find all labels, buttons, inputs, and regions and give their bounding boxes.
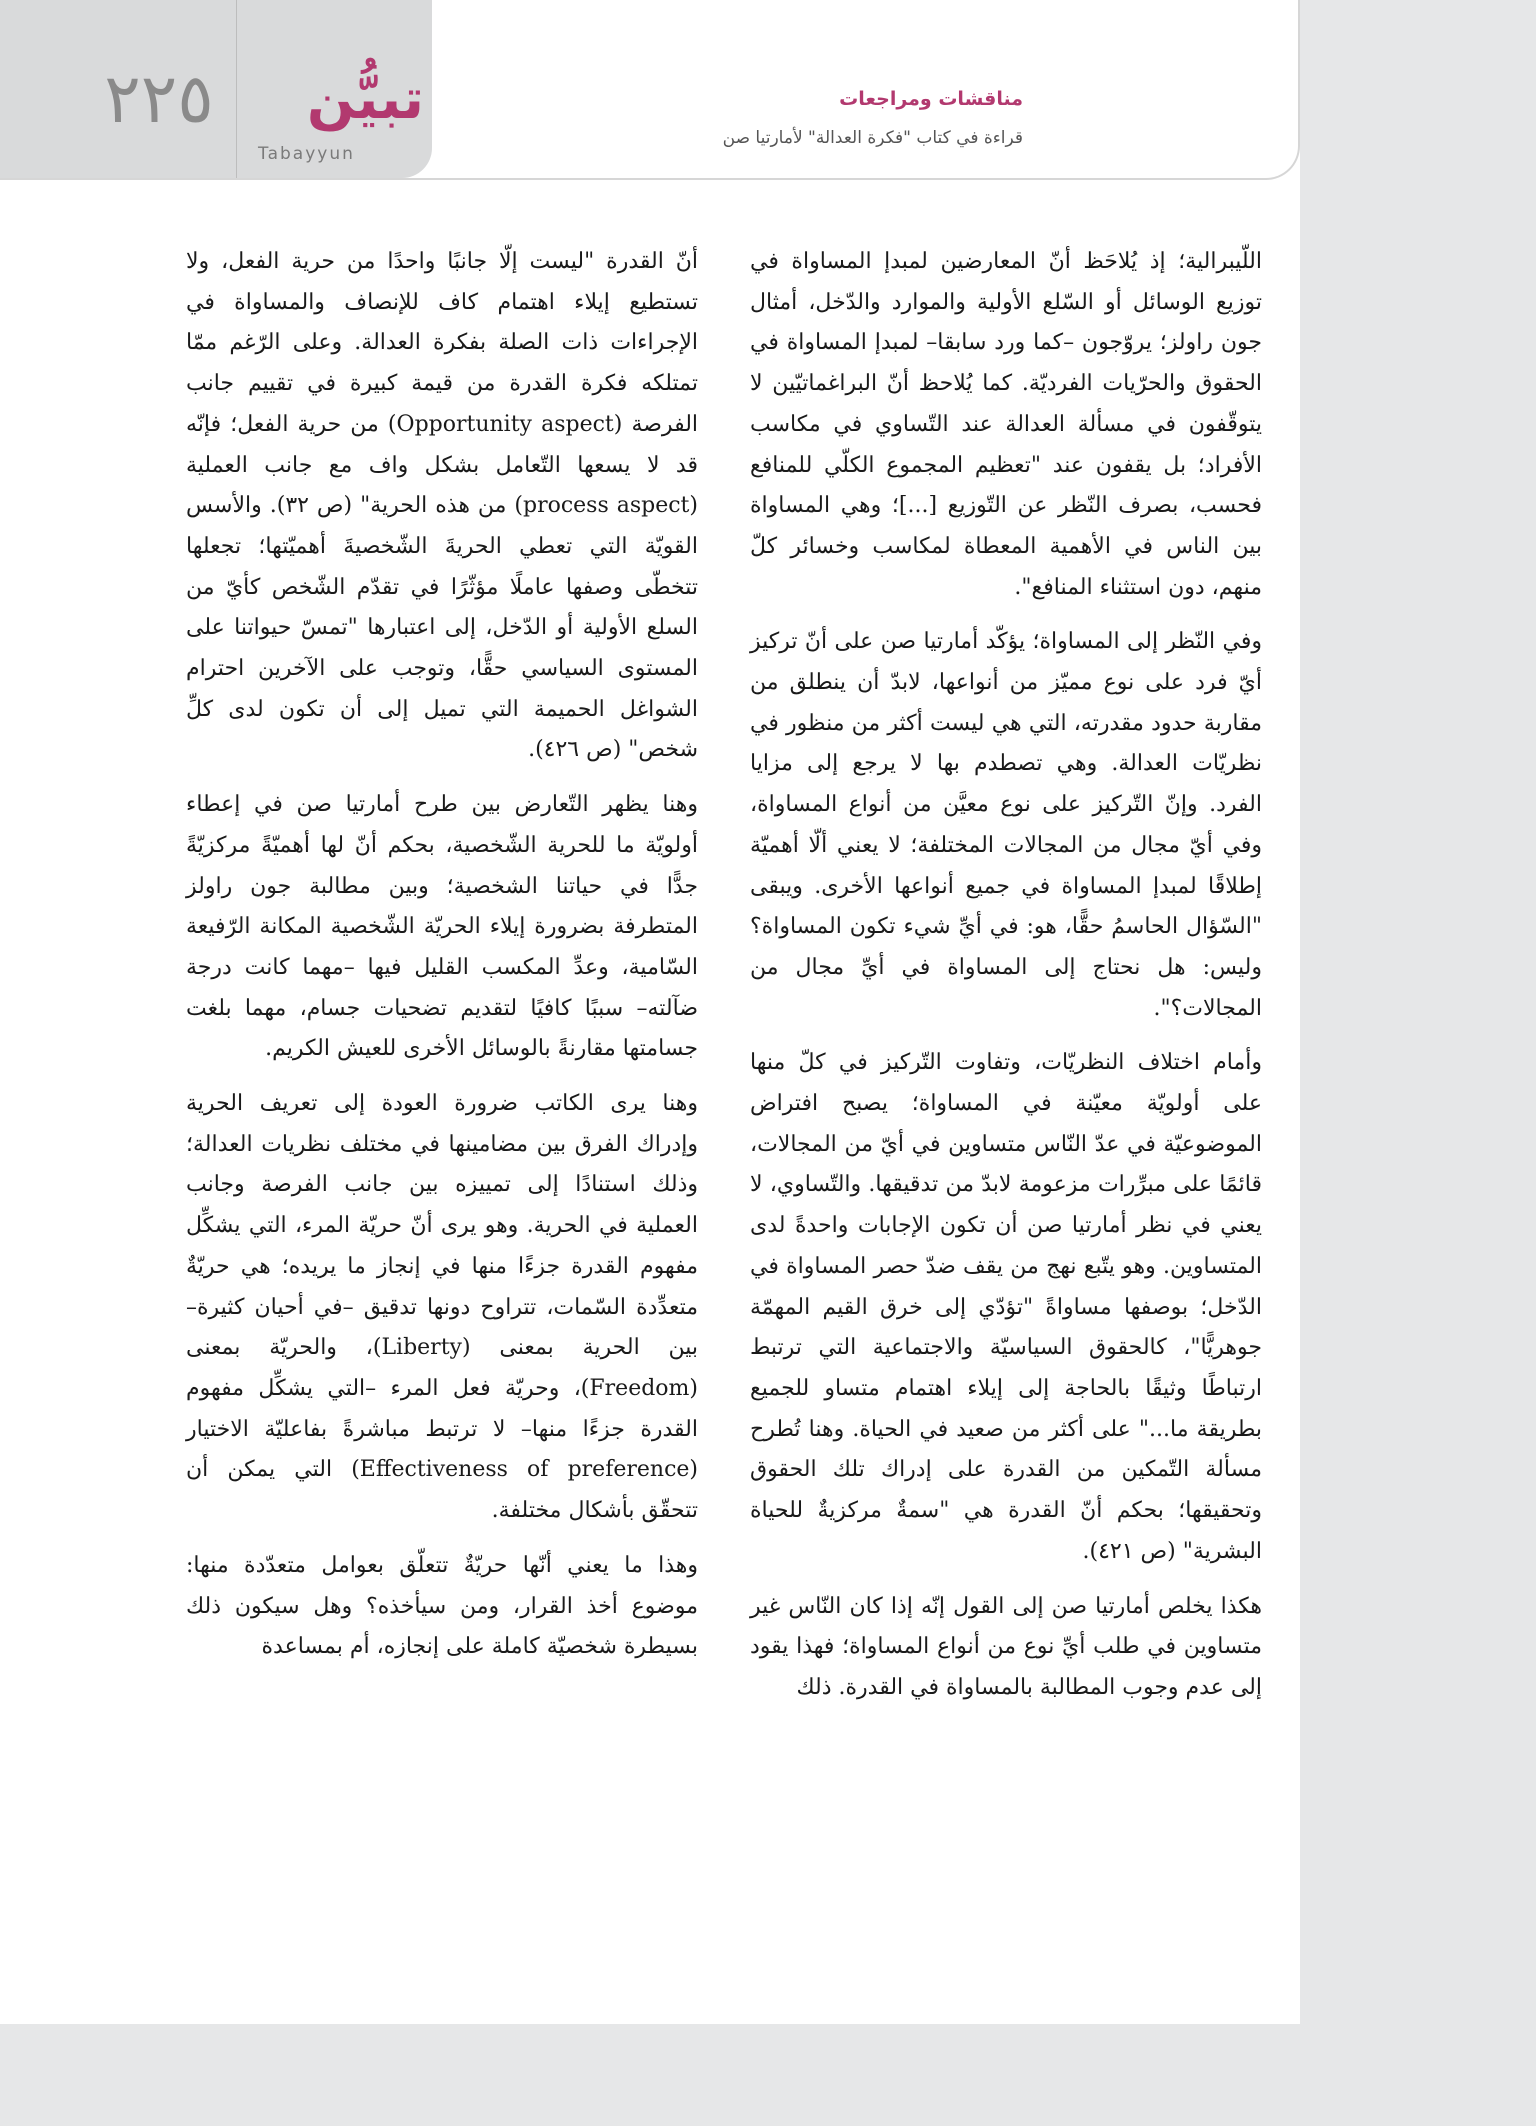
bottom-margin-band — [0, 2024, 1536, 2126]
logo-latin-text: Tabayyun — [258, 144, 355, 164]
paragraph: وأمام اختلاف النظريّات، وتفاوت التّركيز في كلّ منها على أولويّة معيّنة في المساواة؛ يصبح افتراض الموضوعيّة في عدّ النّاس متساوين في أيّ من المجالات، قائمًا على مبرِّرات مزعومة لابدّ من تدقيقها. والتّساوي، لا يعني في نظر أمارتيا صن أن تكون الإجابات واحدةً لدى المتساوين. وهو يتّبع نهج من يقف ضدّ حصر المساواة في الدّخل؛ بوصفها مساواةً "تؤدّي إلى خرق القيم المهمّة جوهريًّا"، كالحقوق السياسيّة والاجتماعية التي ترتبط ارتباطًا وثيقًا بالحاجة إلى إيلاء اهتمام متساو للجميع بطريقة ما..." على أكثر من صعيد في الحياة. وهنا تُطرح مسألة التّمكين من القدرة على إدراك تلك الحقوق وتحقيقها؛ بحكم أنّ القدرة هي "سمةٌ مركزيةٌ للحياة البشرية" (ص ٤٢١). — [750, 1050, 1262, 1564]
article-subtitle: قراءة في كتاب "فكرة العدالة" لأمارتيا صن — [722, 128, 1023, 148]
page-header — [0, 0, 1300, 180]
paragraph: هكذا يخلص أمارتيا صن إلى القول إنّه إذا كان النّاس غير متساوين في طلب أيِّ نوع من أنواع المساواة؛ فهذا يقود إلى عدم وجوب المطالبة بالمساواة في القدرة. ذلك — [750, 1593, 1262, 1700]
panel-divider — [236, 0, 237, 178]
right-margin-band — [1300, 0, 1536, 2126]
paragraph: اللّيبرالية؛ إذ يُلاحَظ أنّ المعارضين لمبدإ المساواة في توزيع الوسائل أو السّلع الأولية والموارد والدّخل، أمثال جون راولز؛ يروّجون –كما ورد سابقا– لمبدإ المساواة في الحقوق والحرّيات الفرديّة. كما يُلاحظ أنّ البراغماتيّين لا يتوقّفون في مسألة العدالة عند التّساوي في مكاسب الأفراد؛ بل يقفون عند "تعظيم المجموع الكلّي للمنافع فحسب، بصرف النّظر عن التّوزيع [...]؛ وهي المساواة بين الناس في الأهمية المعطاة لمكاسب وخسائر كلّ منهم، دون استثناء المنافع". — [750, 249, 1262, 600]
section-title: مناقشات ومراجعات — [839, 88, 1023, 110]
logo-arabic-text: تبيُّن — [306, 67, 424, 132]
page-number: ٢٢٥ — [104, 60, 214, 139]
left-text-column — [186, 242, 698, 1682]
paragraph: وهذا ما يعني أنّها حريّةٌ تتعلّق بعوامل متعدّدة منها: موضوع أخذ القرار، ومن سيأخذه؟ وهل سيكون ذلك بسيطرة شخصيّة كاملة على إنجازه، أم بمساعدة — [186, 1552, 698, 1660]
paragraph: أنّ القدرة "ليست إلّا جانبًا واحدًا من حرية الفعل، ولا تستطيع إيلاء اهتمام كاف للإنصاف والمساواة في الإجراءات ذات الصلة بفكرة العدالة. وعلى الرّغم ممّا تمتلكه فكرة القدرة من قيمة كبيرة في تقييم جانب الفرصة (Opportunity aspect) من حرية الفعل؛ فإنّه قد لا يسعها التّعامل بشكل واف مع جانب العملية (process aspect) من هذه الحرية" (ص ٣٢). والأسس القويّة التي تعطي الحريةَ الشّخصيةَ أهميّتها؛ تجعلها تتخطّى وصفها عاملًا مؤثّرًا في تقدّم الشّخص كأيّ من السلع الأولية أو الدّخل، إلى اعتبارها "تمسّ حيواتنا على المستوى السياسي حقًّا، وتوجب على الآخرين احترام الشواغل الحميمة التي تميل إلى أن تكون لدى كلِّ شخص" (ص ٤٢٦). — [186, 249, 699, 763]
brand-panel — [0, 0, 432, 178]
paragraph: وفي النّظر إلى المساواة؛ يؤكّد أمارتيا صن على أنّ تركيز أيّ فرد على نوع مميّز من أنواعها، لابدّ أن ينطلق من مقاربة حدود مقدرته، التي هي ليست أكثر من منظور في نظريّات العدالة. وهي تصطدم بها لا يرجع إلى مزايا الفرد. وإنّ التّركيز على نوع معيَّن من أنواع المساواة، وفي أيّ مجال من المجالات المختلفة؛ لا يعني ألّا أهميّة إطلاقًا لمبدإ المساواة في جميع أنواعها الأخرى. ويبقى "السّؤال الحاسمُ حقًّا، هو: في أيِّ شيء تكون المساواة؟ وليس: هل نحتاج إلى المساواة في أيِّ مجال من المجالات؟". — [750, 629, 1262, 1021]
journal-logo — [244, 67, 428, 168]
paragraph: وهنا يظهر التّعارض بين طرح أمارتيا صن في إعطاء أولويّة ما للحرية الشّخصية، بحكم أنّ لها أهميّةً مركزيّةً جدًّا في حياتنا الشخصية؛ وبين مطالبة جون راولز المتطرفة بضرورة إيلاء الحريّة الشّخصية المكانة الرّفيعة السّامية، وعدِّ المكسب القليل فيها –مهما كانت درجة ضآلته– سببًا كافيًا لتقديم تضحيات جسام، مهما بلغت جسامتها مقارنةً بالوسائل الأخرى للعيش الكريم. — [186, 792, 698, 1062]
right-text-column — [750, 242, 1262, 1723]
paragraph: وهنا يرى الكاتب ضرورة العودة إلى تعريف الحرية وإدراك الفرق بين مضامينها في مختلف نظريات العدالة؛ وذلك استنادًا إلى تمييزه بين جانب الفرصة وجانب العملية في الحرية. وهو يرى أنّ حريّة المرء، التي يشكِّل مفهوم القدرة جزءًا منها في إنجاز ما يريده؛ هي حريّةٌ متعدِّدة السّمات، تتراوح دونها تدقيق –في أحيان كثيرة– بين الحرية بمعنى (Liberty)، والحريّة بمعنى (Freedom)، وحريّة فعل المرء –التي يشكِّل مفهوم القدرة جزءًا منها– لا ترتبط مباشرةً بفاعليّة الاختيار (Effectiveness of preference) التي يمكن أن تتحقّق بأشكال مختلفة. — [186, 1091, 699, 1524]
